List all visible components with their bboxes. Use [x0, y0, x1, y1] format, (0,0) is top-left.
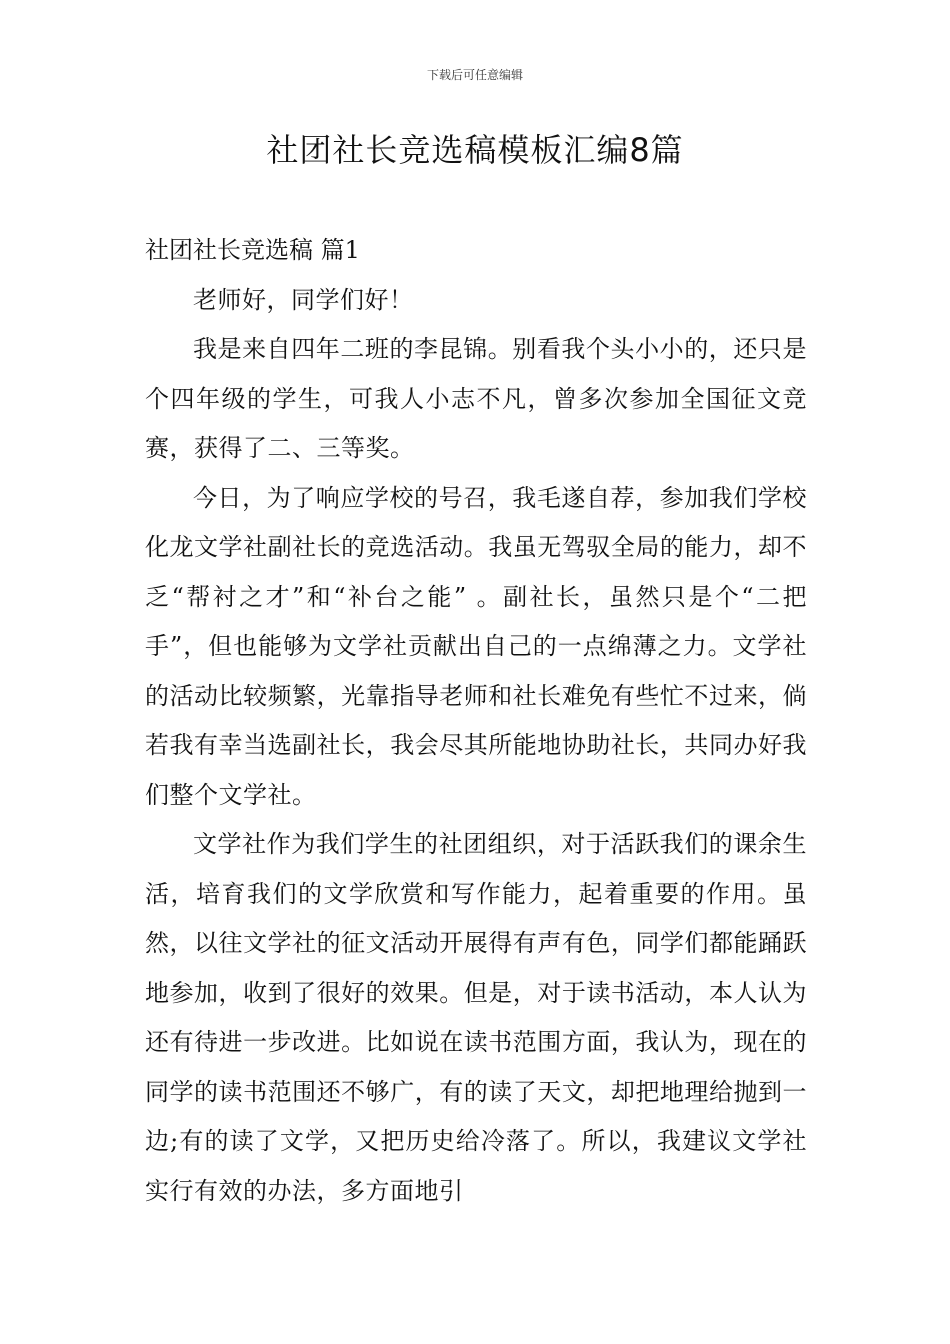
document-body: [145, 226, 807, 1216]
document-title: 社团社长竞选稿模板汇编8篇: [266, 131, 684, 169]
paragraph-greeting: 老师好，同学们好！: [193, 285, 414, 314]
paragraph-candidacy: 今日，为了响应学校的号召，我毛遂自荐，参加我们学校化龙文学社副社长的竞选活动。我虽无驾驭全局的能力，却不乏“帮衬之才”和“补台之能” 。副社长，虽然只是个“二把手”，但也能够为文学社贡献出自己的一点绵薄之力。文学社的活动比较频繁，光靠指导老师和社长难免有些忙不过来，倘若我有幸当选副社长，我会尽其所能地协助社长，共同办好我们整个文学社。: [145, 483, 807, 809]
section-heading: 社团社长竞选稿 篇1: [145, 236, 360, 264]
paragraph-introduction: 我是来自四年二班的李昆锦。别看我个头小小的，还只是个四年级的学生，可我人小志不凡，曾多次参加全国征文竞赛，获得了二、三等奖。: [145, 335, 807, 462]
page-header-note: 下载后可任意编辑: [426, 68, 523, 82]
paragraph-proposal: 文学社作为我们学生的社团组织，对于活跃我们的课余生活，培育我们的文学欣赏和写作能力，起着重要的作用。虽然，以往文学社的征文活动开展得有声有色，同学们都能踊跃地参加，收到了很好的效果。但是，对于读书活动，本人认为还有待进一步改进。比如说在读书范围方面，我认为，现在的同学的读书范围还不够广，有的读了天文，却把地理给抛到一边;有的读了文学，又把历史给冷落了。所以，我建议文学社实行有效的办法，多方面地引: [145, 830, 807, 1205]
